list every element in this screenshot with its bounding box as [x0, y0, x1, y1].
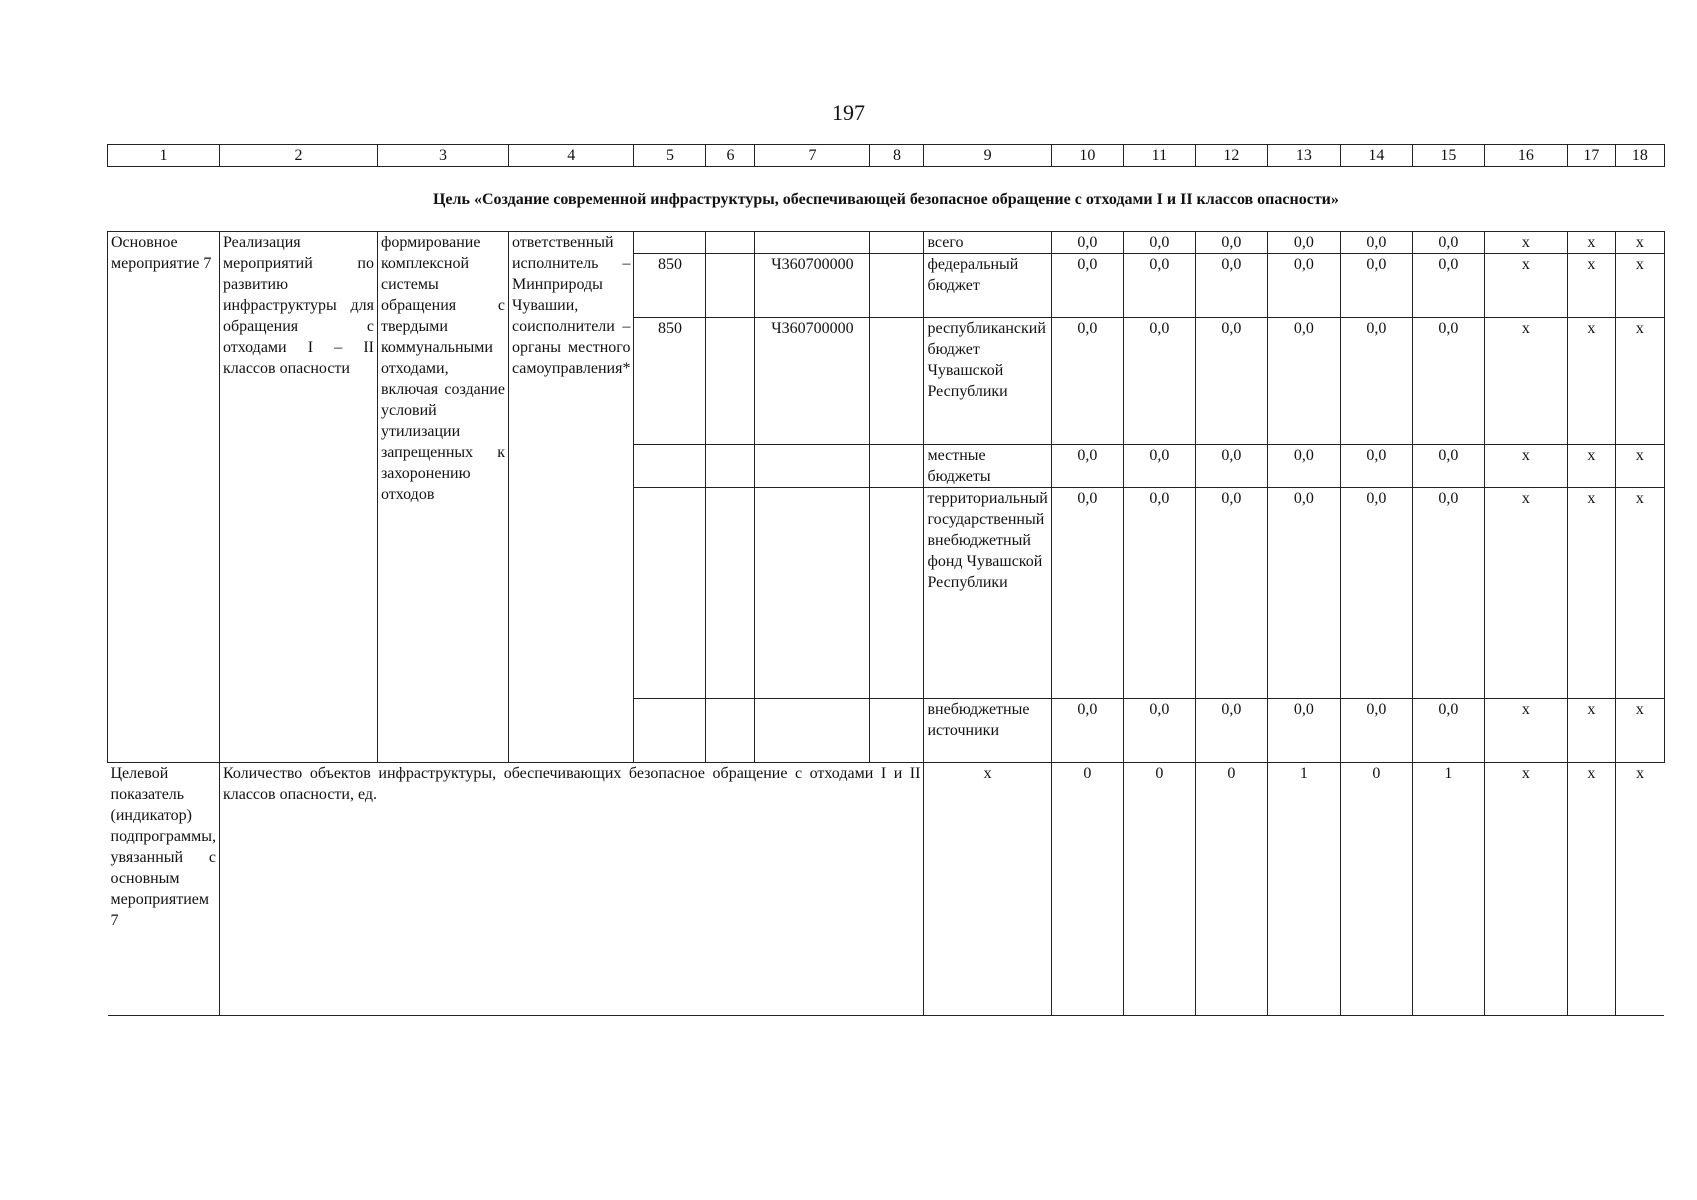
funding-source: всего: [924, 232, 1051, 254]
column-number: 13: [1267, 145, 1340, 167]
x-cell: x: [1484, 254, 1567, 318]
value-cell: 0,0: [1123, 445, 1195, 488]
column-number: 16: [1484, 145, 1567, 167]
value-cell: 0,0: [1412, 488, 1484, 699]
value-cell: 0,0: [1340, 445, 1412, 488]
value-cell: 0,0: [1267, 445, 1340, 488]
value-cell: 0,0: [1123, 699, 1195, 763]
budget-code: [634, 488, 706, 699]
value-cell: 0,0: [1267, 488, 1340, 699]
x-cell: x: [1567, 699, 1615, 763]
funding-row: [108, 232, 1665, 254]
x-cell: x: [1484, 763, 1567, 1016]
value-cell: 0,0: [1412, 699, 1484, 763]
indicator-unit-cell: x: [924, 763, 1051, 1016]
x-cell: x: [1567, 318, 1615, 445]
value-cell: 0,0: [1195, 445, 1267, 488]
column-number: 14: [1340, 145, 1412, 167]
value-cell: 0,0: [1051, 254, 1123, 318]
x-cell: x: [1615, 232, 1664, 254]
x-cell: x: [1615, 445, 1664, 488]
target-code: Ч360700000: [755, 254, 870, 318]
value-cell: 0,0: [1267, 318, 1340, 445]
value-cell: 0,0: [1051, 232, 1123, 254]
empty-cell: [870, 445, 924, 488]
value-cell: 0,0: [1123, 232, 1195, 254]
value-cell: 0,0: [1412, 232, 1484, 254]
indicator-value: 0: [1051, 763, 1123, 1016]
target-code: [755, 232, 870, 254]
column-number: 10: [1051, 145, 1123, 167]
column-number: 5: [634, 145, 706, 167]
value-cell: 0,0: [1051, 318, 1123, 445]
value-cell: 0,0: [1051, 699, 1123, 763]
indicator-label: Целевой показатель (индикатор) подпрограммы, увязанный с основным мероприятием 7: [108, 763, 220, 1016]
value-cell: 0,0: [1267, 254, 1340, 318]
value-cell: 0,0: [1267, 232, 1340, 254]
value-cell: 0,0: [1412, 254, 1484, 318]
value-cell: 0,0: [1340, 488, 1412, 699]
empty-cell: [870, 254, 924, 318]
x-cell: x: [1567, 232, 1615, 254]
empty-cell: [706, 318, 755, 445]
column-number: 8: [870, 145, 924, 167]
measure-label: Основное мероприятие 7: [108, 232, 220, 763]
indicator-value: 0: [1123, 763, 1195, 1016]
value-cell: 0,0: [1051, 488, 1123, 699]
empty-cell: [706, 699, 755, 763]
measure-executor: ответственный исполнитель – Минприроды Чувашии, соисполнители – органы местного самоуправления*: [508, 232, 634, 763]
value-cell: 0,0: [1195, 318, 1267, 445]
x-cell: x: [1615, 254, 1664, 318]
value-cell: 0,0: [1123, 254, 1195, 318]
budget-code: 850: [634, 318, 706, 445]
value-cell: 0,0: [1051, 445, 1123, 488]
empty-cell: [870, 699, 924, 763]
funding-source: федеральный бюджет: [924, 254, 1051, 318]
budget-code: [634, 699, 706, 763]
empty-cell: [706, 232, 755, 254]
target-code: [755, 445, 870, 488]
x-cell: x: [1567, 763, 1615, 1016]
measure-title: Реализация мероприятий по развитию инфраструктуры для обращения с отходами I – II классов опасности: [219, 232, 377, 763]
column-number-row: [108, 145, 1665, 167]
indicator-text: Количество объектов инфраструктуры, обеспечивающих безопасное обращение с отходами I и II классов опасности, ед.: [219, 763, 924, 1016]
x-cell: x: [1484, 232, 1567, 254]
goal-row: [108, 167, 1665, 232]
empty-cell: [706, 254, 755, 318]
indicator-value: 0: [1340, 763, 1412, 1016]
indicator-value: 0: [1195, 763, 1267, 1016]
measure-description: формирование комплексной системы обращения с твердыми коммунальными отходами, включая создание условий утилизации запрещенных к захоронению отходов: [377, 232, 508, 763]
value-cell: 0,0: [1195, 232, 1267, 254]
goal-title: Цель «Создание современной инфраструктуры, обеспечивающей безопасное обращение с отходами I и II классов опасности»: [108, 167, 1665, 232]
x-cell: x: [1567, 254, 1615, 318]
target-code: Ч360700000: [755, 318, 870, 445]
column-number: 4: [508, 145, 634, 167]
column-number: 18: [1615, 145, 1664, 167]
column-number: 15: [1412, 145, 1484, 167]
target-code: [755, 699, 870, 763]
x-cell: x: [1615, 488, 1664, 699]
value-cell: 0,0: [1340, 254, 1412, 318]
funding-source: местные бюджеты: [924, 445, 1051, 488]
column-number: 3: [377, 145, 508, 167]
value-cell: 0,0: [1195, 488, 1267, 699]
column-number: 7: [755, 145, 870, 167]
empty-cell: [870, 488, 924, 699]
budget-code: [634, 232, 706, 254]
value-cell: 0,0: [1195, 699, 1267, 763]
funding-source: территориальный государственный внебюджетный фонд Чувашской Республики: [924, 488, 1051, 699]
column-number: 6: [706, 145, 755, 167]
empty-cell: [870, 232, 924, 254]
target-code: [755, 488, 870, 699]
column-number: 2: [219, 145, 377, 167]
value-cell: 0,0: [1340, 232, 1412, 254]
x-cell: x: [1484, 318, 1567, 445]
x-cell: x: [1567, 488, 1615, 699]
budget-code: [634, 445, 706, 488]
value-cell: 0,0: [1412, 318, 1484, 445]
indicator-value: 1: [1412, 763, 1484, 1016]
value-cell: 0,0: [1195, 254, 1267, 318]
value-cell: 0,0: [1123, 488, 1195, 699]
funding-source: внебюджетные источники: [924, 699, 1051, 763]
x-cell: x: [1484, 488, 1567, 699]
x-cell: x: [1615, 699, 1664, 763]
budget-code: 850: [634, 254, 706, 318]
value-cell: 0,0: [1123, 318, 1195, 445]
x-cell: x: [1615, 763, 1664, 1016]
x-cell: x: [1484, 445, 1567, 488]
column-number: 12: [1195, 145, 1267, 167]
program-table: [107, 144, 1665, 1016]
empty-cell: [870, 318, 924, 445]
value-cell: 0,0: [1340, 318, 1412, 445]
value-cell: 0,0: [1340, 699, 1412, 763]
page-number: 197: [832, 100, 865, 125]
value-cell: 0,0: [1412, 445, 1484, 488]
column-number: 11: [1123, 145, 1195, 167]
indicator-value: 1: [1267, 763, 1340, 1016]
empty-cell: [706, 488, 755, 699]
funding-source: республиканский бюджет Чувашской Республики: [924, 318, 1051, 445]
x-cell: x: [1484, 699, 1567, 763]
x-cell: x: [1615, 318, 1664, 445]
column-number: 1: [108, 145, 220, 167]
value-cell: 0,0: [1267, 699, 1340, 763]
indicator-row: [108, 763, 1665, 1016]
x-cell: x: [1567, 445, 1615, 488]
empty-cell: [706, 445, 755, 488]
column-number: 17: [1567, 145, 1615, 167]
column-number: 9: [924, 145, 1051, 167]
